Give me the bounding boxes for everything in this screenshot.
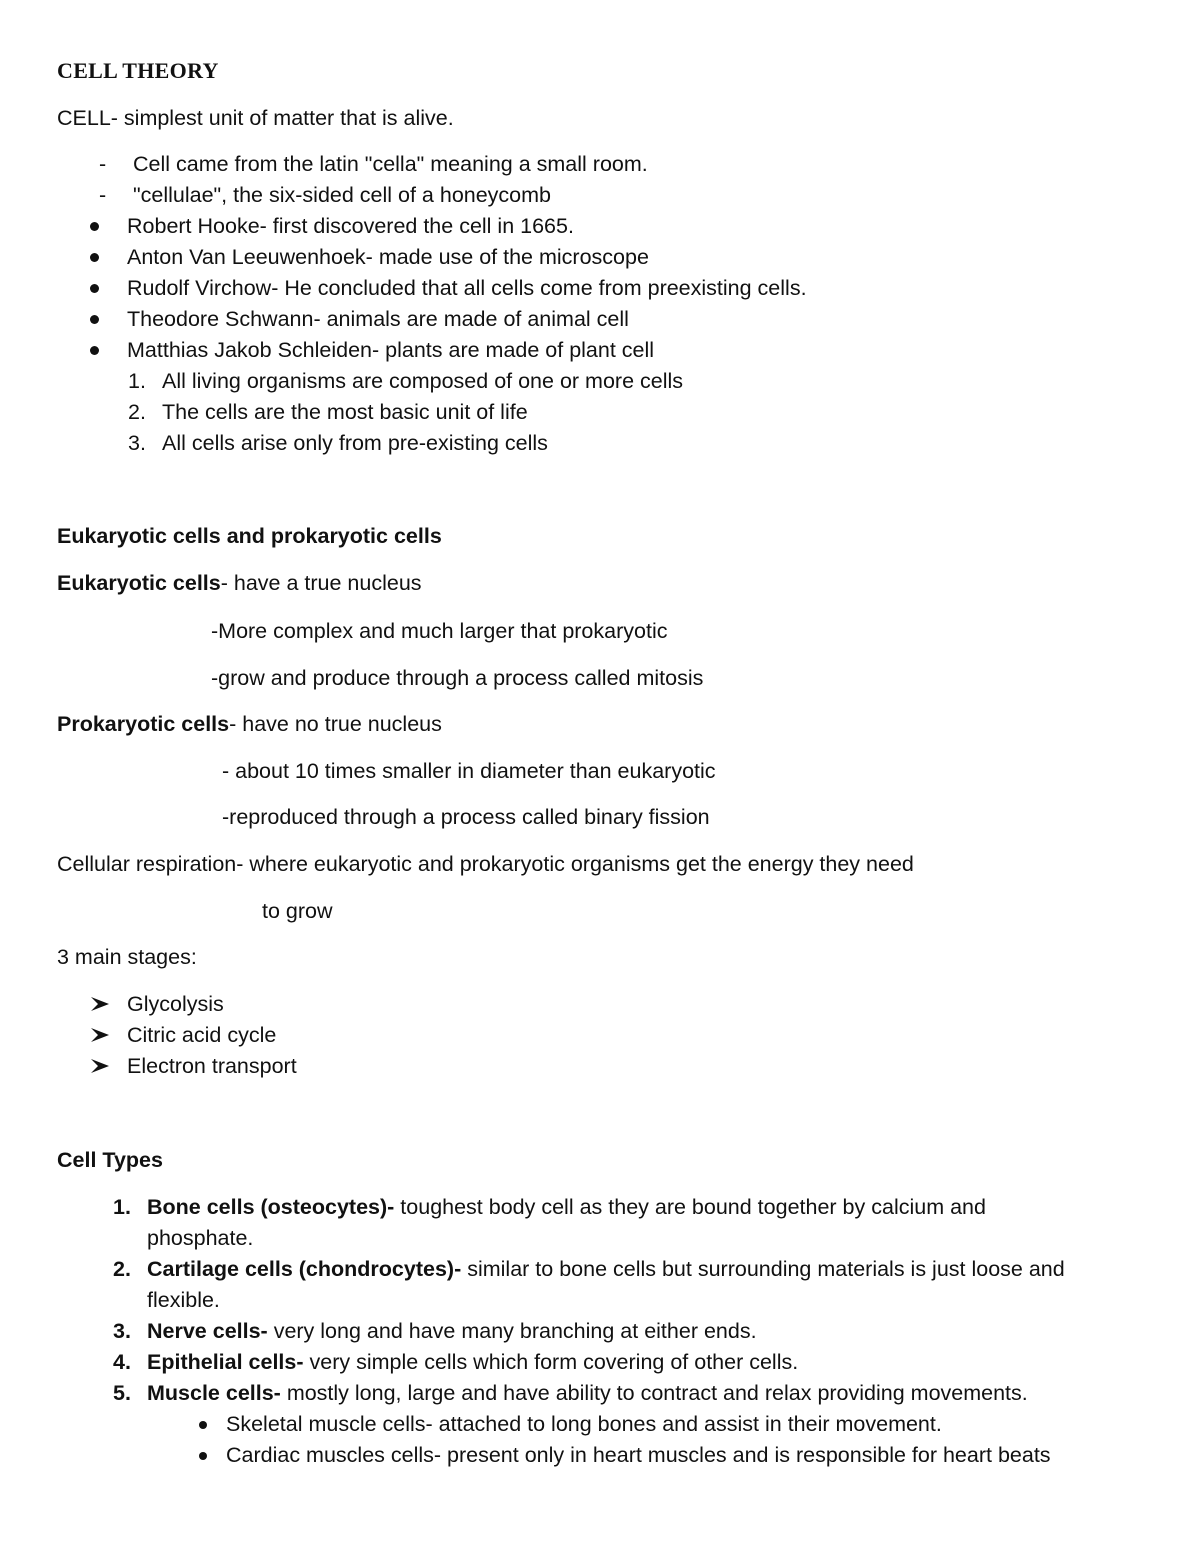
list-number: 4. <box>113 1350 131 1374</box>
stage-item: Electron transport <box>127 1054 297 1078</box>
prokaryotic-point: - about 10 times smaller in diameter than eukaryotic <box>222 759 716 783</box>
cell-type-item <box>147 1348 798 1376</box>
cell-type-description: very simple cells which form covering of other cells. <box>303 1350 799 1374</box>
list-number: 3. <box>113 1319 131 1343</box>
eukaryotic-definition <box>57 569 422 597</box>
cell-type-description: similar to bone cells but surrounding materials is just loose and <box>461 1257 1065 1281</box>
eukaryotic-point: -More complex and much larger that prokaryotic <box>211 619 668 643</box>
arrow-bullet-icon <box>90 996 110 1012</box>
stage-item: Citric acid cycle <box>127 1023 277 1047</box>
term-label: Eukaryotic cells <box>57 571 221 595</box>
cell-type-continuation: flexible. <box>147 1288 220 1312</box>
dash-marker: - <box>99 183 107 207</box>
cell-type-label: Bone cells (osteocytes)- <box>147 1195 395 1219</box>
cell-type-description: very long and have many branching at either ends. <box>267 1319 757 1343</box>
cell-type-item <box>147 1255 1065 1283</box>
bullet-item: Theodore Schwann- animals are made of animal cell <box>127 307 629 331</box>
list-number: 5. <box>113 1381 131 1405</box>
cell-type-item <box>147 1317 757 1345</box>
dash-item: "cellulae", the six-sided cell of a honeycomb <box>133 183 552 207</box>
cell-definition: CELL- simplest unit of matter that is alive. <box>57 106 454 130</box>
prokaryotic-point: -reproduced through a process called binary fission <box>222 805 710 829</box>
cell-type-continuation: phosphate. <box>147 1226 254 1250</box>
cell-type-item <box>147 1193 986 1221</box>
prokaryotic-definition <box>57 710 442 738</box>
bullet-icon <box>90 346 99 355</box>
document-title: CELL THEORY <box>57 58 219 83</box>
bullet-item: Robert Hooke- first discovered the cell in 1665. <box>127 214 574 238</box>
bullet-icon <box>199 1452 207 1460</box>
bullet-icon <box>90 284 99 293</box>
arrow-bullet-icon <box>90 1027 110 1043</box>
muscle-subtype-item: Cardiac muscles cells- present only in heart muscles and is responsible for heart beats <box>226 1443 1051 1467</box>
bullet-icon <box>90 222 99 231</box>
principle-item: All cells arise only from pre-existing cells <box>162 431 548 455</box>
muscle-subtype-item: Skeletal muscle cells- attached to long bones and assist in their movement. <box>226 1412 942 1436</box>
arrow-bullet-icon <box>90 1058 110 1074</box>
bullet-item: Rudolf Virchow- He concluded that all cells come from preexisting cells. <box>127 276 807 300</box>
principle-item: The cells are the most basic unit of life <box>162 400 528 424</box>
stage-item: Glycolysis <box>127 992 224 1016</box>
bullet-item: Anton Van Leeuwenhoek- made use of the microscope <box>127 245 649 269</box>
dash-marker: - <box>99 152 107 176</box>
cell-type-label: Muscle cells- <box>147 1381 281 1405</box>
respiration-line: Cellular respiration- where eukaryotic and prokaryotic organisms get the energy they need <box>57 852 914 876</box>
cell-type-description: toughest body cell as they are bound together by calcium and <box>394 1195 986 1219</box>
list-number: 1. <box>113 1195 131 1219</box>
cell-type-label: Epithelial cells- <box>147 1350 304 1374</box>
bullet-icon <box>90 253 99 262</box>
bullet-icon <box>90 315 99 324</box>
term-definition: - have no true nucleus <box>229 712 442 736</box>
eukaryotic-point: -grow and produce through a process called mitosis <box>211 666 704 690</box>
bullet-item: Matthias Jakob Schleiden- plants are made of plant cell <box>127 338 655 362</box>
section-heading: Eukaryotic cells and prokaryotic cells <box>57 524 442 548</box>
respiration-continuation: to grow <box>262 899 333 923</box>
list-number: 2. <box>128 400 146 424</box>
bullet-icon <box>199 1421 207 1429</box>
stages-label: 3 main stages: <box>57 945 197 969</box>
cell-type-item <box>147 1379 1028 1407</box>
list-number: 1. <box>128 369 146 393</box>
term-label: Prokaryotic cells <box>57 712 230 736</box>
section-heading: Cell Types <box>57 1148 163 1172</box>
principle-item: All living organisms are composed of one or more cells <box>162 369 684 393</box>
cell-type-label: Cartilage cells (chondrocytes)- <box>147 1257 462 1281</box>
dash-item: Cell came from the latin "cella" meaning a small room. <box>133 152 648 176</box>
cell-type-label: Nerve cells- <box>147 1319 268 1343</box>
list-number: 3. <box>128 431 146 455</box>
term-definition: - have a true nucleus <box>220 571 422 595</box>
list-number: 2. <box>113 1257 131 1281</box>
cell-type-description: mostly long, large and have ability to contract and relax providing movements. <box>280 1381 1028 1405</box>
